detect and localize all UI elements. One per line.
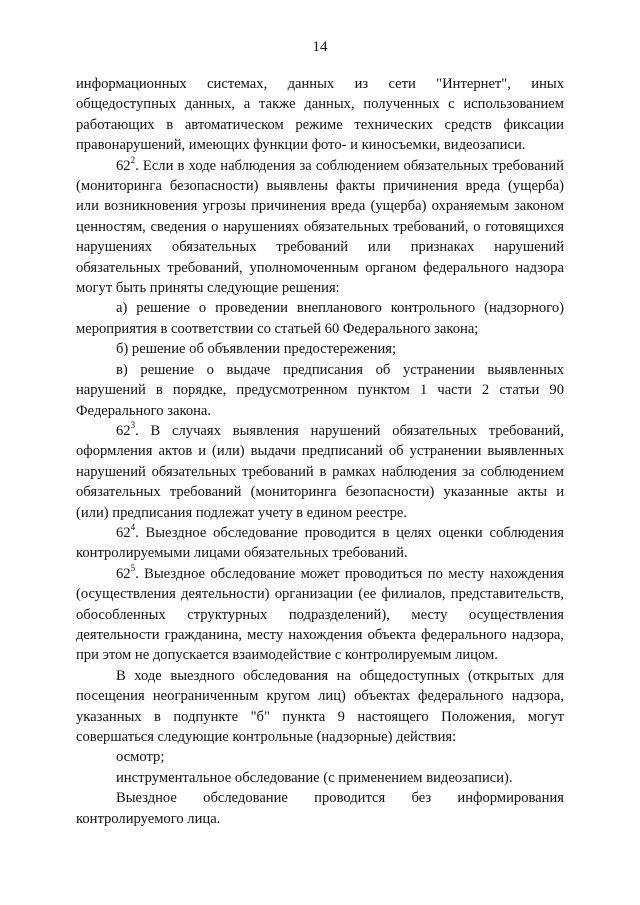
paragraph [76,298,564,339]
paragraph [76,421,564,523]
paragraph-text: . В случаях выявления нарушений обязательных требований, оформления актов и (или) выдачи предписаний об устранении выявленных нарушений обязательных требований в рамках наблюдения за соблюдением обязательных требований (мониторинга безопасности) указанные акты и (или) предписания подлежат учету в едином реестре. [76,422,564,521]
paragraph [76,360,564,421]
paragraph-text: . Если в ходе наблюдения за соблюдением обязательных требований (мониторинга безопасности) выявлены факты причинения вреда (ущерба) или возникновения угрозы причинения вреда (ущерба) охраняемым законом ценностям, сведения о нарушениях обязательных требований, о готовящихся нарушениях обязательных требований или признаках нарушений обязательных требований, уполномоченным органом федерального надзора могут быть приняты следующие решения: [76,157,564,297]
page-number: 14 [312,39,328,55]
clause-number [116,562,136,582]
paragraph [76,74,564,156]
paragraph-text: инструментальное обследование (с применением видеозаписи). [116,769,513,786]
clause-number-main: 62 [116,157,131,174]
clause-number-main: 62 [116,524,131,541]
paragraph-text: осмотр; [116,749,165,766]
paragraph-text: В ходе выездного обследования на общедоступных (открытых для посещения неограниченным кругом лиц) объектах федерального надзора, указанных в подпункте "б" пункта 9 настоящего Положения, могут совершаться следующие контрольные (надзорные) действия: [76,667,564,745]
paragraph-text: а) решение о проведении внепланового контрольного (надзорного) мероприятия в соответствии со статьей 60 Федерального закона; [76,300,564,337]
clause-number [116,420,136,439]
paragraph [76,747,564,767]
paragraph-text: информационных системах, данных из сети "Интернет", иных общедоступных данных, а также данных, полученных с использованием работающих в автоматическом режиме технических средств фиксации правонарушений, имеющих функции фото- и киносъемки, видеозаписи. [76,76,564,154]
paragraph-text: Выездное обследование проводится без информирования контролируемого лица. [76,790,564,827]
paragraph-text: . Выездное обследование проводится в целях оценки соблюдения контролируемыми лицами обязательных требований. [76,524,564,562]
clause-number [116,522,136,541]
paragraph [76,156,564,299]
paragraph [76,339,564,359]
document-body [76,74,564,829]
clause-number [116,154,136,174]
paragraph [76,523,564,564]
paragraph [76,666,564,748]
paragraph [76,788,564,829]
clause-number-main: 62 [116,422,131,439]
clause-number-superscript: 3 [130,420,136,431]
clause-number-superscript: 5 [130,562,136,573]
clause-number-superscript: 2 [130,154,136,165]
paragraph [76,564,564,666]
paragraph-text: в) решение о выдаче предписания об устранении выявленных нарушений в порядке, предусмотренном пунктом 1 части 2 статьи 90 Федерального закона. [76,361,564,419]
paragraph-text: . Выездное обследование может проводиться по месту нахождения (осуществления деятельности) организации (ее филиалов, представительств, обособленных структурных подразделений), месту осуществления деятельности гражданина, месту нахождения объекта федерального надзора, при этом не допускается взаимодействие с контролируемым лицом. [76,565,564,664]
paragraph-text: б) решение об объявлении предостережения; [116,341,397,358]
clause-number-main: 62 [116,565,131,582]
paragraph [76,768,564,788]
clause-number-superscript: 4 [130,522,136,533]
